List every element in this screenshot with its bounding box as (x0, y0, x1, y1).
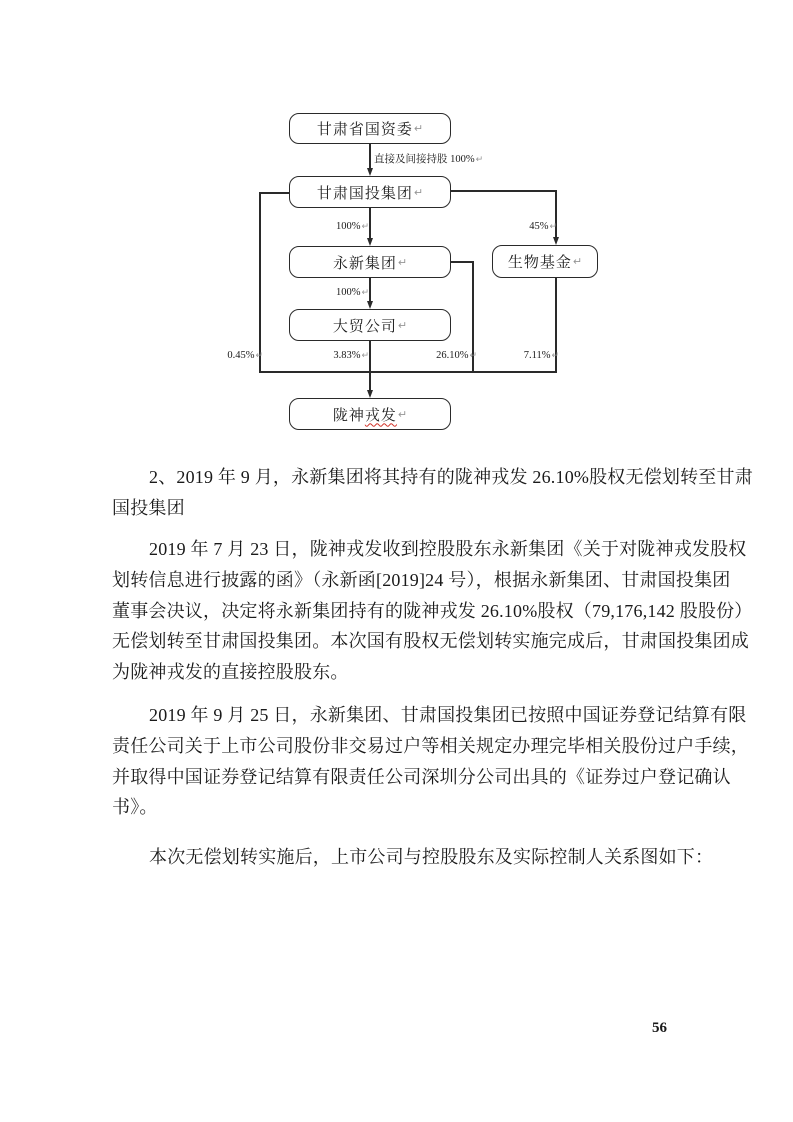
edge-label-text: 3.83% (333, 350, 361, 361)
edge-label-100-a (309, 221, 369, 232)
return-mark-icon: ↵ (572, 255, 583, 268)
node-label: 甘肃省国资委 (316, 122, 413, 138)
node-label: 大贸公司 (332, 318, 397, 335)
text-line: 划转信息进行披露的函》（永新函[2019]24 号），根据永新集团、甘肃国投集团 (112, 569, 731, 590)
arrowhead-icon (553, 237, 559, 245)
edge-label-text: 直接及间接持股 100% (374, 154, 475, 165)
return-mark-icon: ↵ (255, 351, 263, 361)
paragraph-registration (112, 700, 749, 823)
text-line: 书》。 (112, 797, 158, 818)
return-mark-icon: ↵ (551, 351, 559, 361)
node-longshen-rongfa (289, 398, 451, 430)
edge-label-holding (374, 151, 483, 166)
edge-label-26-10 (407, 350, 477, 361)
edge-sasac-to-guotou (369, 144, 370, 169)
edge-label-text: 45% (529, 221, 549, 232)
arrowhead-icon (367, 301, 373, 309)
arrowhead-icon (367, 168, 373, 176)
edge-label-text: 7.11% (523, 350, 551, 361)
return-mark-icon: ↵ (397, 407, 408, 421)
paragraph-heading-2 (112, 462, 753, 524)
paragraph-transfer-decision (112, 534, 753, 688)
edge-guotou-to-biofund-h (451, 190, 557, 191)
text-line: 2019 年 9 月 25 日，永新集团、甘肃国投集团已按照中国证券登记结算有限 (149, 705, 747, 725)
edge-guotou-left-h (259, 192, 289, 193)
node-label: 生物基金 (507, 255, 572, 271)
return-mark-icon: ↵ (397, 255, 408, 269)
text-line: 本次无偿划转实施后，上市公司与控股股东及实际控制人关系图如下： (149, 847, 714, 867)
node-label: 永新集团 (332, 255, 397, 272)
return-mark-icon: ↵ (361, 222, 369, 232)
text-line: 董事会决议，决定将永新集团持有的陇神戎发 26.10%股权（79,176,142 股股份） (112, 600, 753, 621)
node-gansu-guotou-group (289, 176, 451, 208)
node-yongxin-group (289, 246, 451, 278)
return-mark-icon: ↵ (469, 351, 477, 361)
edge-yongxin-to-damao (369, 278, 370, 302)
edge-label-text: 100% (335, 287, 361, 298)
edge-label-45 (497, 221, 557, 232)
return-mark-icon: ↵ (475, 155, 484, 165)
return-mark-icon: ↵ (361, 351, 369, 361)
text-line: 无偿划转至甘肃国投集团。本次国有股权无偿划转实施完成后，甘肃国投集团成 (112, 631, 749, 652)
edge-guotou-left-v (259, 193, 260, 373)
node-label-misspelled: 戎发 (364, 407, 397, 424)
edge-label-text: 100% (335, 221, 361, 232)
edge-yongxin-right-h (451, 261, 474, 262)
paragraph-after-transfer (112, 842, 714, 873)
node-gansu-sasac (289, 113, 451, 144)
node-label: 陇神 (332, 407, 365, 424)
edge-label-7-11 (499, 350, 559, 361)
page-number: 56 (652, 1020, 667, 1036)
edge-label-3-83 (309, 350, 369, 361)
edge-damao-to-longshen (369, 341, 370, 391)
return-mark-icon: ↵ (413, 122, 424, 135)
arrowhead-icon (367, 390, 373, 398)
return-mark-icon: ↵ (413, 185, 424, 199)
edge-guotou-to-yongxin (369, 208, 370, 239)
return-mark-icon: ↵ (361, 288, 369, 298)
edge-label-text: 0.45% (227, 350, 255, 361)
return-mark-icon: ↵ (549, 222, 557, 232)
edge-collector-h (259, 371, 556, 372)
node-label: 甘肃国投集团 (316, 185, 413, 202)
node-bio-fund (492, 245, 598, 278)
text-line: 国投集团 (112, 497, 185, 518)
text-line: 责任公司关于上市公司股份非交易过户等相关规定办理完毕相关股份过户手续， (112, 735, 749, 756)
text-line: 2、2019 年 9 月，永新集团将其持有的陇神戎发 26.10%股权无偿划转至甘肃 (149, 467, 753, 487)
text-line: 并取得中国证券登记结算有限责任公司深圳分公司出具的《证券过户登记确认 (112, 766, 731, 787)
text-line: 2019 年 7 月 23 日，陇神戎发收到控股股东永新集团《关于对陇神戎发股权 (149, 539, 747, 559)
edge-label-text: 26.10% (436, 350, 469, 361)
node-damao-company (289, 309, 451, 341)
edge-label-100-b (309, 287, 369, 298)
arrowhead-icon (367, 238, 373, 246)
edge-label-0-45 (203, 350, 263, 361)
text-line: 为陇神戎发的直接控股股东。 (112, 662, 349, 683)
return-mark-icon: ↵ (397, 318, 408, 332)
